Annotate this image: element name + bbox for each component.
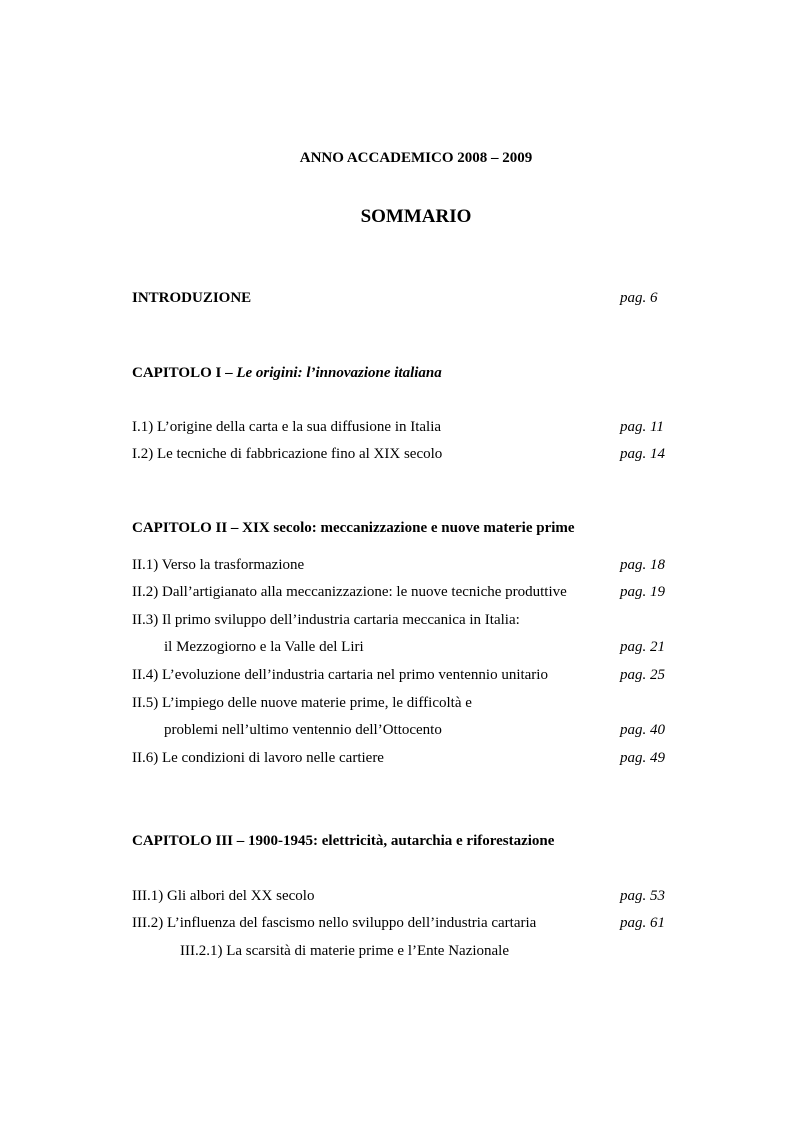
toc-page: pag. 61 [620,915,665,931]
toc-entry: II.2) Dall’artigianato alla meccanizzazione: le nuove tecniche produttive [132,584,567,600]
toc-page: pag. 19 [620,584,665,600]
chapter1-subtitle: Le origini: l’innovazione italiana [236,365,442,381]
toc-page: pag. 18 [620,557,665,573]
toc-entry: problemi nell’ultimo ventennio dell’Ottocento [164,722,442,738]
intro-heading: INTRODUZIONE [132,290,252,306]
toc-entry: II.3) Il primo sviluppo dell’industria cartaria meccanica in Italia: [132,612,520,628]
page-title: SOMMARIO [360,206,472,227]
toc-page: pag. 11 [620,419,664,435]
toc-entry: II.5) L’impiego delle nuove materie prime, le difficoltà e [132,695,472,711]
toc-page: pag. 53 [620,888,665,904]
toc-page: pag. 21 [620,639,665,655]
chapter2-heading: CAPITOLO II – XIX secolo: meccanizzazione e nuove materie prime [132,520,575,536]
toc-entry: I.2) Le tecniche di fabbricazione fino al XIX secolo [132,446,443,462]
toc-entry: II.1) Verso la trasformazione [132,557,305,573]
toc-entry: I.1) L’origine della carta e la sua diffusione in Italia [132,419,442,435]
toc-page: pag. 40 [620,722,665,738]
toc-entry: II.4) L’evoluzione dell’industria cartaria nel primo ventennio unitario [132,667,548,683]
academic-year: ANNO ACCADEMICO 2008 – 2009 [299,150,533,166]
toc-page: pag. 14 [620,446,665,462]
toc-page: pag. 25 [620,667,665,683]
toc-entry: III.1) Gli albori del XX secolo [132,888,315,904]
toc-page: pag. 49 [620,750,665,766]
toc-entry: III.2.1) La scarsità di materie prime e l’Ente Nazionale [180,943,510,959]
chapter1-prefix: CAPITOLO I – [132,365,237,381]
chapter1-heading [132,365,442,382]
intro-page: pag. 6 [620,290,658,306]
toc-entry: il Mezzogiorno e la Valle del Liri [164,639,364,655]
toc-entry: III.2) L’influenza del fascismo nello sviluppo dell’industria cartaria [132,915,537,931]
toc-entry: II.6) Le condizioni di lavoro nelle cartiere [132,750,384,766]
chapter3-heading: CAPITOLO III – 1900-1945: elettricità, autarchia e riforestazione [132,833,555,849]
